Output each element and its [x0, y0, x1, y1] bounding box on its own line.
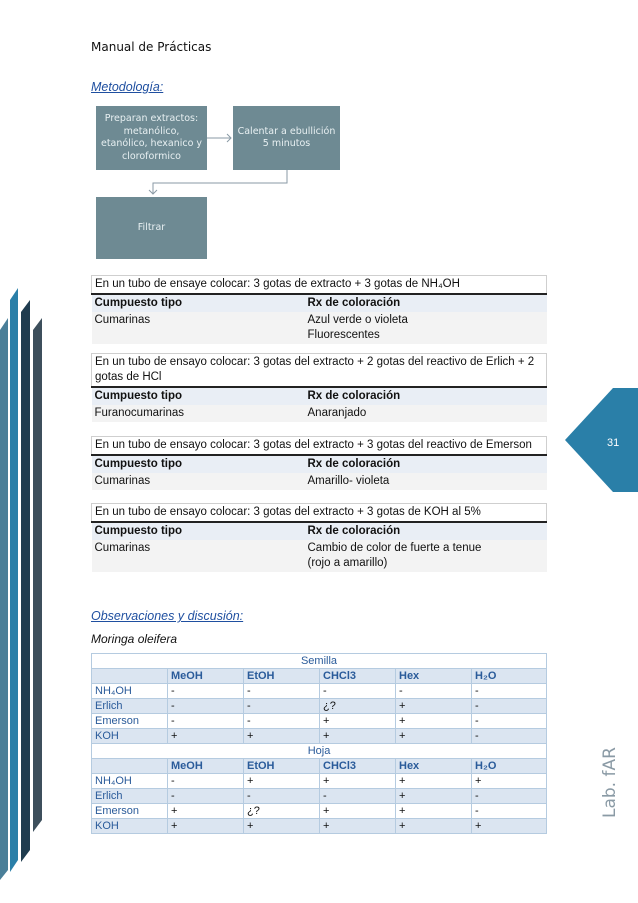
group-name: Semilla: [92, 654, 547, 669]
test-table-nh4oh: [91, 275, 547, 344]
result-cell: +: [396, 774, 472, 789]
result-cell: +: [320, 774, 396, 789]
result-cell: +: [396, 789, 472, 804]
column-header: CHCl3: [320, 759, 396, 774]
col-header-reaction: Rx de coloración: [305, 455, 547, 473]
reagent-label: KOH: [92, 729, 168, 744]
flow-connector-down: [148, 168, 293, 198]
result-cell: -: [244, 699, 320, 714]
group-header-row: [92, 654, 547, 669]
col-header-reaction: Rx de coloración: [305, 294, 547, 312]
result-cell: ¿?: [320, 699, 396, 714]
flow-step-heat: Calentar a ebullición 5 minutos: [233, 106, 340, 170]
result-cell: +: [396, 729, 472, 744]
col-header-reaction: Rx de coloración: [305, 387, 547, 405]
reagent-label: Emerson: [92, 804, 168, 819]
result-cell: +: [320, 714, 396, 729]
result-cell: -: [320, 789, 396, 804]
table-row: [92, 789, 547, 804]
table-row: [92, 729, 547, 744]
flow-step-prepare: Preparan extractos: metanólico, etanólico, hexanico y cloroformico: [96, 106, 207, 170]
footer-brand: Lab. fAR: [600, 747, 620, 818]
column-header-row: [92, 759, 547, 774]
column-header: EtOH: [244, 759, 320, 774]
observations-table: [91, 653, 547, 834]
result-cell: +: [168, 819, 244, 834]
table-row: [92, 819, 547, 834]
column-header: H₂O: [472, 669, 547, 684]
table-row: [92, 714, 547, 729]
result-cell: +: [396, 819, 472, 834]
reagent-label: Emerson: [92, 714, 168, 729]
reagent-label: NH₄OH: [92, 684, 168, 699]
result-cell: +: [168, 729, 244, 744]
result-cell: -: [472, 699, 547, 714]
col-header-compound: Cumpuesto tipo: [92, 522, 305, 540]
result-cell: +: [320, 819, 396, 834]
result-cell: +: [244, 729, 320, 744]
result-cell: +: [396, 714, 472, 729]
result-cell: +: [472, 774, 547, 789]
result-cell: -: [320, 684, 396, 699]
reaction-cell: Cambio de color de fuerte a tenue (rojo a amarillo): [305, 540, 547, 572]
result-cell: -: [472, 729, 547, 744]
observations-title: Observaciones y discusión:: [91, 609, 244, 623]
test-intro: En un tubo de ensayo colocar: 3 gotas del extracto + 3 gotas de KOH al 5%: [92, 504, 547, 523]
compound-cell: Cumarinas: [92, 312, 305, 344]
page-header: Manual de Prácticas: [91, 40, 212, 54]
result-cell: -: [168, 714, 244, 729]
result-cell: -: [472, 789, 547, 804]
result-cell: +: [244, 819, 320, 834]
methodology-title: Metodología:: [91, 80, 164, 94]
table-row: [92, 774, 547, 789]
table-row: [92, 804, 547, 819]
column-header: EtOH: [244, 669, 320, 684]
corner-cell: [92, 669, 168, 684]
col-header-compound: Cumpuesto tipo: [92, 387, 305, 405]
table-row: [92, 699, 547, 714]
col-header-compound: Cumpuesto tipo: [92, 294, 305, 312]
column-header: MeOH: [168, 759, 244, 774]
result-cell: -: [244, 789, 320, 804]
result-cell: -: [472, 684, 547, 699]
page-number: 31: [607, 437, 620, 449]
table-row: [92, 684, 547, 699]
test-table-koh: [91, 503, 547, 572]
side-decoration: [0, 0, 70, 903]
result-cell: -: [168, 699, 244, 714]
compound-cell: Cumarinas: [92, 473, 305, 490]
flow-step-filter: Filtrar: [96, 197, 207, 259]
column-header: CHCl3: [320, 669, 396, 684]
test-table-emerson: [91, 436, 547, 490]
result-cell: -: [168, 684, 244, 699]
result-cell: -: [472, 804, 547, 819]
result-cell: +: [472, 819, 547, 834]
corner-cell: [92, 759, 168, 774]
test-table-erlich: [91, 353, 547, 422]
column-header: Hex: [396, 759, 472, 774]
reagent-label: KOH: [92, 819, 168, 834]
page-number-tab: [565, 388, 638, 492]
result-cell: +: [320, 804, 396, 819]
result-cell: -: [472, 714, 547, 729]
result-cell: ¿?: [244, 804, 320, 819]
col-header-compound: Cumpuesto tipo: [92, 455, 305, 473]
species-name: Moringa oleifera: [91, 632, 178, 646]
column-header: H₂O: [472, 759, 547, 774]
test-intro: En un tubo de ensayo colocar: 3 gotas del extracto + 3 gotas del reactivo de Emerson: [92, 437, 547, 456]
result-cell: +: [168, 804, 244, 819]
compound-cell: Cumarinas: [92, 540, 305, 572]
test-intro: En un tubo de ensayo colocar: 3 gotas del extracto + 2 gotas del reactivo de Erlich + 2 gotas de HCl: [92, 354, 547, 388]
reagent-label: Erlich: [92, 699, 168, 714]
reaction-cell: Amarillo- violeta: [305, 473, 547, 490]
reaction-cell: Azul verde o violeta Fluorescentes: [305, 312, 547, 344]
compound-cell: Furanocumarinas: [92, 405, 305, 422]
result-cell: +: [320, 729, 396, 744]
result-cell: -: [396, 684, 472, 699]
col-header-reaction: Rx de coloración: [305, 522, 547, 540]
column-header: MeOH: [168, 669, 244, 684]
result-cell: +: [396, 804, 472, 819]
column-header-row: [92, 669, 547, 684]
reagent-label: NH₄OH: [92, 774, 168, 789]
test-intro: En un tubo de ensaye colocar: 3 gotas de extracto + 3 gotas de NH₄OH: [92, 276, 547, 295]
reagent-label: Erlich: [92, 789, 168, 804]
result-cell: -: [168, 789, 244, 804]
result-cell: -: [168, 774, 244, 789]
group-header-row: [92, 744, 547, 759]
result-cell: +: [396, 699, 472, 714]
reaction-cell: Anaranjado: [305, 405, 547, 422]
result-cell: -: [244, 714, 320, 729]
group-name: Hoja: [92, 744, 547, 759]
result-cell: +: [244, 774, 320, 789]
result-cell: -: [244, 684, 320, 699]
column-header: Hex: [396, 669, 472, 684]
